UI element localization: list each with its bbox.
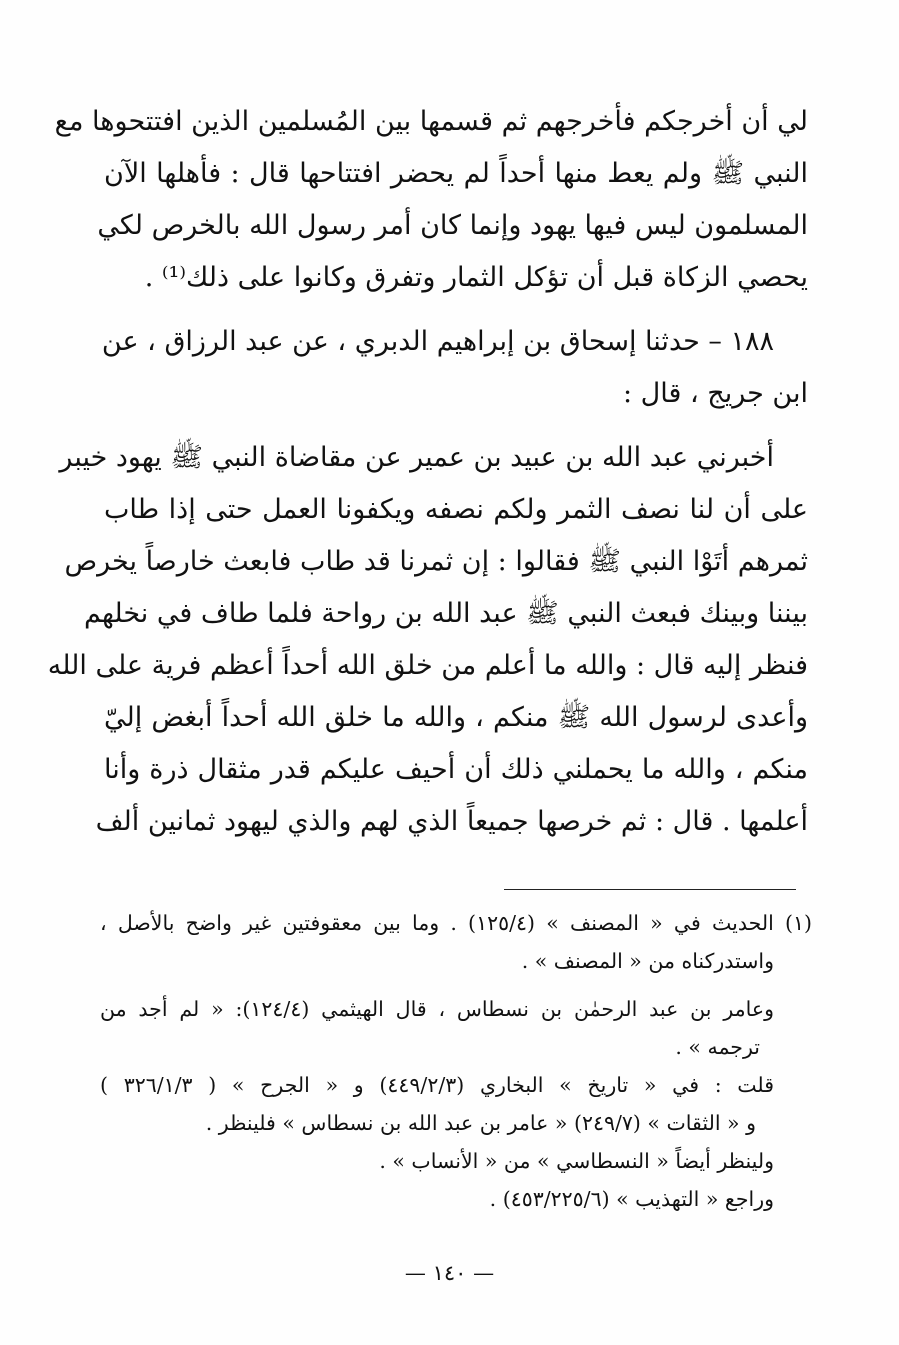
text-line: أعلمها . قال : ثم خرصها جميعاً الذي لهم والذي ليهود ثمانين ألف — [95, 806, 808, 837]
footnote-line: و « الثقات » (٢٤٩/٧) « عامر بن عبد الله بن نسطاس » فلينظر . — [205, 1111, 756, 1135]
text-line: وأعدى لرسول الله ﷺ منكم ، والله ما خلق الله أحداً أبغض إليّ — [104, 702, 808, 733]
text-line: لي أن أخرجكم فأخرجهم ثم قسمها بين المُسلمين الذين افتتحوها مع — [54, 106, 808, 137]
text-line: بيننا وبينك فبعث النبي ﷺ عبد الله بن رواحة فلما طاف في نخلهم — [84, 598, 808, 629]
text-line: يحصي الزكاة قبل أن تؤكل الثمار وتفرق وكانوا على ذلك⁽¹⁾ . — [144, 262, 808, 293]
text-line: منكم ، والله ما يحملني ذلك أن أحيف عليكم قدر مثقال ذرة وأنا — [104, 754, 808, 785]
footnote-2 — [100, 990, 812, 1066]
paragraph-2 — [101, 316, 808, 420]
text-line: ثمرهم أتَوْا النبي ﷺ فقالوا : إن ثمرنا قد طاب فابعث خارصاً يخرص — [64, 546, 808, 577]
footnote-line: واستدركناه من « المصنف » . — [521, 949, 774, 973]
paragraph-1 — [54, 96, 808, 304]
footnote-divider — [504, 889, 796, 890]
footnote-line: ترجمه » . — [675, 1035, 760, 1059]
text-line: ١٨٨ – حدثنا إسحاق بن إبراهيم الدبري ، عن عبد الرزاق ، عن — [101, 326, 774, 357]
footnote-1 — [100, 904, 812, 980]
footnote-line: وراجع « التهذيب » (٤٥٣/٢٢٥/٦) . — [489, 1187, 774, 1211]
text-line: ابن جريج ، قال : — [623, 378, 808, 409]
main-text — [47, 96, 808, 848]
footnote-line: (١) الحديث في « المصنف » (١٢٥/٤) . وما بين معقوفتين غير واضح بالأصل ، — [100, 911, 812, 935]
footnotes — [100, 904, 812, 1218]
footnote-line: ولينظر أيضاً « النسطاسي » من « الأنساب » . — [379, 1149, 774, 1173]
text-line: أخبرني عبد الله بن عبيد بن عمير عن مقاضاة النبي ﷺ يهود خيبر — [59, 442, 774, 473]
footnote-line: وعامر بن عبد الرحمٰن بن نسطاس ، قال الهيثمي (١٢٤/٤): « لم أجد من — [100, 997, 774, 1021]
footnote-4 — [100, 1142, 812, 1180]
footnote-3 — [100, 1066, 812, 1142]
text-line: المسلمون ليس فيها يهود وإنما كان أمر رسول الله بالخرص لكي — [97, 210, 808, 241]
text-line: النبي ﷺ ولم يعط منها أحداً لم يحضر افتتاحها قال : فأهلها الآن — [104, 158, 808, 189]
text-line: فنظر إليه قال : والله ما أعلم من خلق الله أحداً أعظم فرية على الله — [47, 650, 808, 681]
footnote-5 — [100, 1180, 812, 1218]
paragraph-3 — [47, 432, 808, 848]
footnote-line: قلت : في « تاريخ » البخاري (٤٤٩/٢/٣) و « الجرح » ( ٣٢٦/١/٣ ) — [100, 1073, 775, 1097]
text-line: على أن لنا نصف الثمر ولكم نصفه ويكفونا العمل حتى إذا طاب — [104, 494, 808, 525]
page-number: — ١٤٠ — — [404, 1261, 495, 1285]
